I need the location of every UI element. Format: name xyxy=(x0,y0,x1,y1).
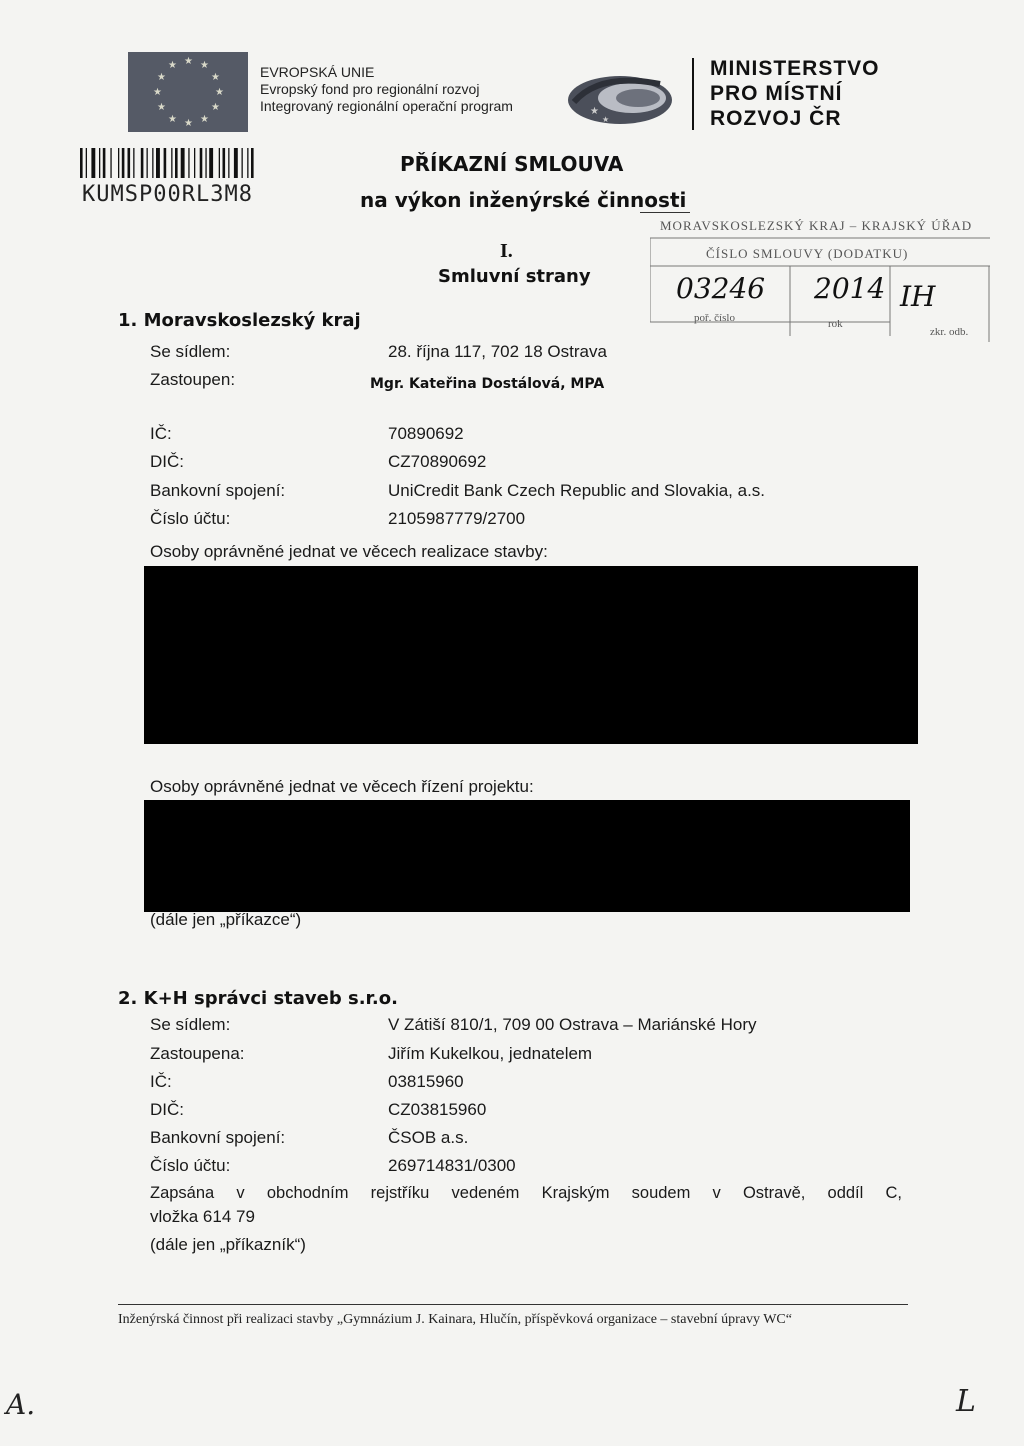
party1-value: 28. října 117, 702 18 Ostrava xyxy=(388,342,607,361)
ministry-line: MINISTERSTVO xyxy=(710,57,880,80)
ministry-line: PRO MÍSTNÍ xyxy=(710,82,843,105)
section-number: I. xyxy=(500,240,513,262)
party1-label: Bankovní spojení: xyxy=(150,481,286,500)
redacted-block xyxy=(144,800,910,912)
barcode-icon xyxy=(80,148,310,178)
party1-value: UniCredit Bank Czech Republic and Slovakia, a.s. xyxy=(388,481,766,500)
party2-label: Se sídlem: xyxy=(150,1015,231,1034)
stamp-year: 2014 xyxy=(814,272,886,305)
party1-heading: 1. Moravskoslezský kraj xyxy=(118,310,361,331)
party2-value: 269714831/0300 xyxy=(388,1156,516,1175)
party1-value: 2105987779/2700 xyxy=(388,509,526,528)
party1-label: Zastoupen: xyxy=(150,370,236,389)
stamp-label: zkr. odb. xyxy=(930,326,969,338)
stamp-label: poř. číslo xyxy=(694,312,735,324)
footer-text: Inženýrská činnost při realizaci stavby „Gymnázium J. Kainara, Hlučín, příspěvková organizace – stavební úpravy WC“ xyxy=(118,1312,792,1327)
stamp-label: rok xyxy=(828,318,843,330)
svg-text:★: ★ xyxy=(590,106,599,117)
svg-text:★: ★ xyxy=(602,115,610,124)
persons-project-label: Osoby oprávněné jednat ve věcech řízení projektu: xyxy=(150,777,534,796)
party2-label: DIČ: xyxy=(150,1100,184,1119)
eu-program-text xyxy=(260,64,513,115)
party1-value: CZ70890692 xyxy=(388,452,487,471)
party2-value: V Zátiší 810/1, 709 00 Ostrava – Mariánské Hory xyxy=(388,1015,757,1034)
eu-line: Integrovaný regionální operační program xyxy=(260,98,513,114)
party1-value: Mgr. Kateřina Dostálová, MPA xyxy=(370,376,605,392)
ministry-logo-icon xyxy=(560,62,680,132)
handwritten-initial-left: A. xyxy=(6,1388,36,1421)
stamp-subtitle: ČÍSLO SMLOUVY (DODATKU) xyxy=(706,246,909,261)
stamp-organization: MORAVSKOSLEZSKÝ KRAJ – KRAJSKÝ ÚŘAD xyxy=(660,218,973,233)
document-subtitle: na výkon inženýrské činnosti xyxy=(360,188,687,212)
stamp-sequence-number: 03246 xyxy=(676,272,766,305)
ministry-name xyxy=(710,56,880,131)
redacted-block xyxy=(144,566,918,744)
eu-flag-logo xyxy=(128,52,248,132)
registry-line: Zapsána v obchodním rejstříku vedeném Krajským soudem v Ostravě, oddíl C, xyxy=(150,1184,902,1202)
party2-label: IČ: xyxy=(150,1072,172,1091)
eu-stars-icon: ★ ★ ★ ★ ★ ★ ★ ★ ★ ★ ★ ★ xyxy=(153,56,224,129)
section-title: Smluvní strany xyxy=(438,266,591,287)
party2-label: Zastoupena: xyxy=(150,1044,245,1063)
ministry-divider xyxy=(692,58,694,130)
footer-divider xyxy=(118,1304,908,1305)
party1-label: Číslo účtu: xyxy=(150,509,231,528)
handwritten-initial-right: L xyxy=(956,1384,976,1419)
party2-value: 03815960 xyxy=(388,1072,464,1091)
party2-alias: (dále jen „příkazník“) xyxy=(150,1235,306,1254)
barcode-text: KUMSP00RL3M8 xyxy=(82,182,253,207)
party1-label: DIČ: xyxy=(150,452,184,471)
eu-line: EVROPSKÁ UNIE xyxy=(260,64,375,80)
registry-line: vložka 614 79 xyxy=(150,1207,255,1226)
party2-heading: 2. K+H správci staveb s.r.o. xyxy=(118,988,398,1009)
party2-value: ČSOB a.s. xyxy=(388,1128,469,1147)
party1-label: Se sídlem: xyxy=(150,342,231,361)
party1-value: 70890692 xyxy=(388,424,464,443)
persons-realization-label: Osoby oprávněné jednat ve věcech realizace stavby: xyxy=(150,542,548,561)
party2-value: Jiřím Kukelkou, jednatelem xyxy=(388,1044,593,1063)
ministry-line: ROZVOJ ČR xyxy=(710,107,842,130)
party1-label: IČ: xyxy=(150,424,172,443)
document-title: PŘÍKAZNÍ SMLOUVA xyxy=(400,152,624,176)
stamp-dept-code: IH xyxy=(900,280,936,313)
party2-label: Číslo účtu: xyxy=(150,1156,231,1175)
party2-value: CZ03815960 xyxy=(388,1100,487,1119)
party1-alias: (dále jen „příkazce“) xyxy=(150,910,302,929)
party2-label: Bankovní spojení: xyxy=(150,1128,286,1147)
eu-line: Evropský fond pro regionální rozvoj xyxy=(260,81,480,97)
